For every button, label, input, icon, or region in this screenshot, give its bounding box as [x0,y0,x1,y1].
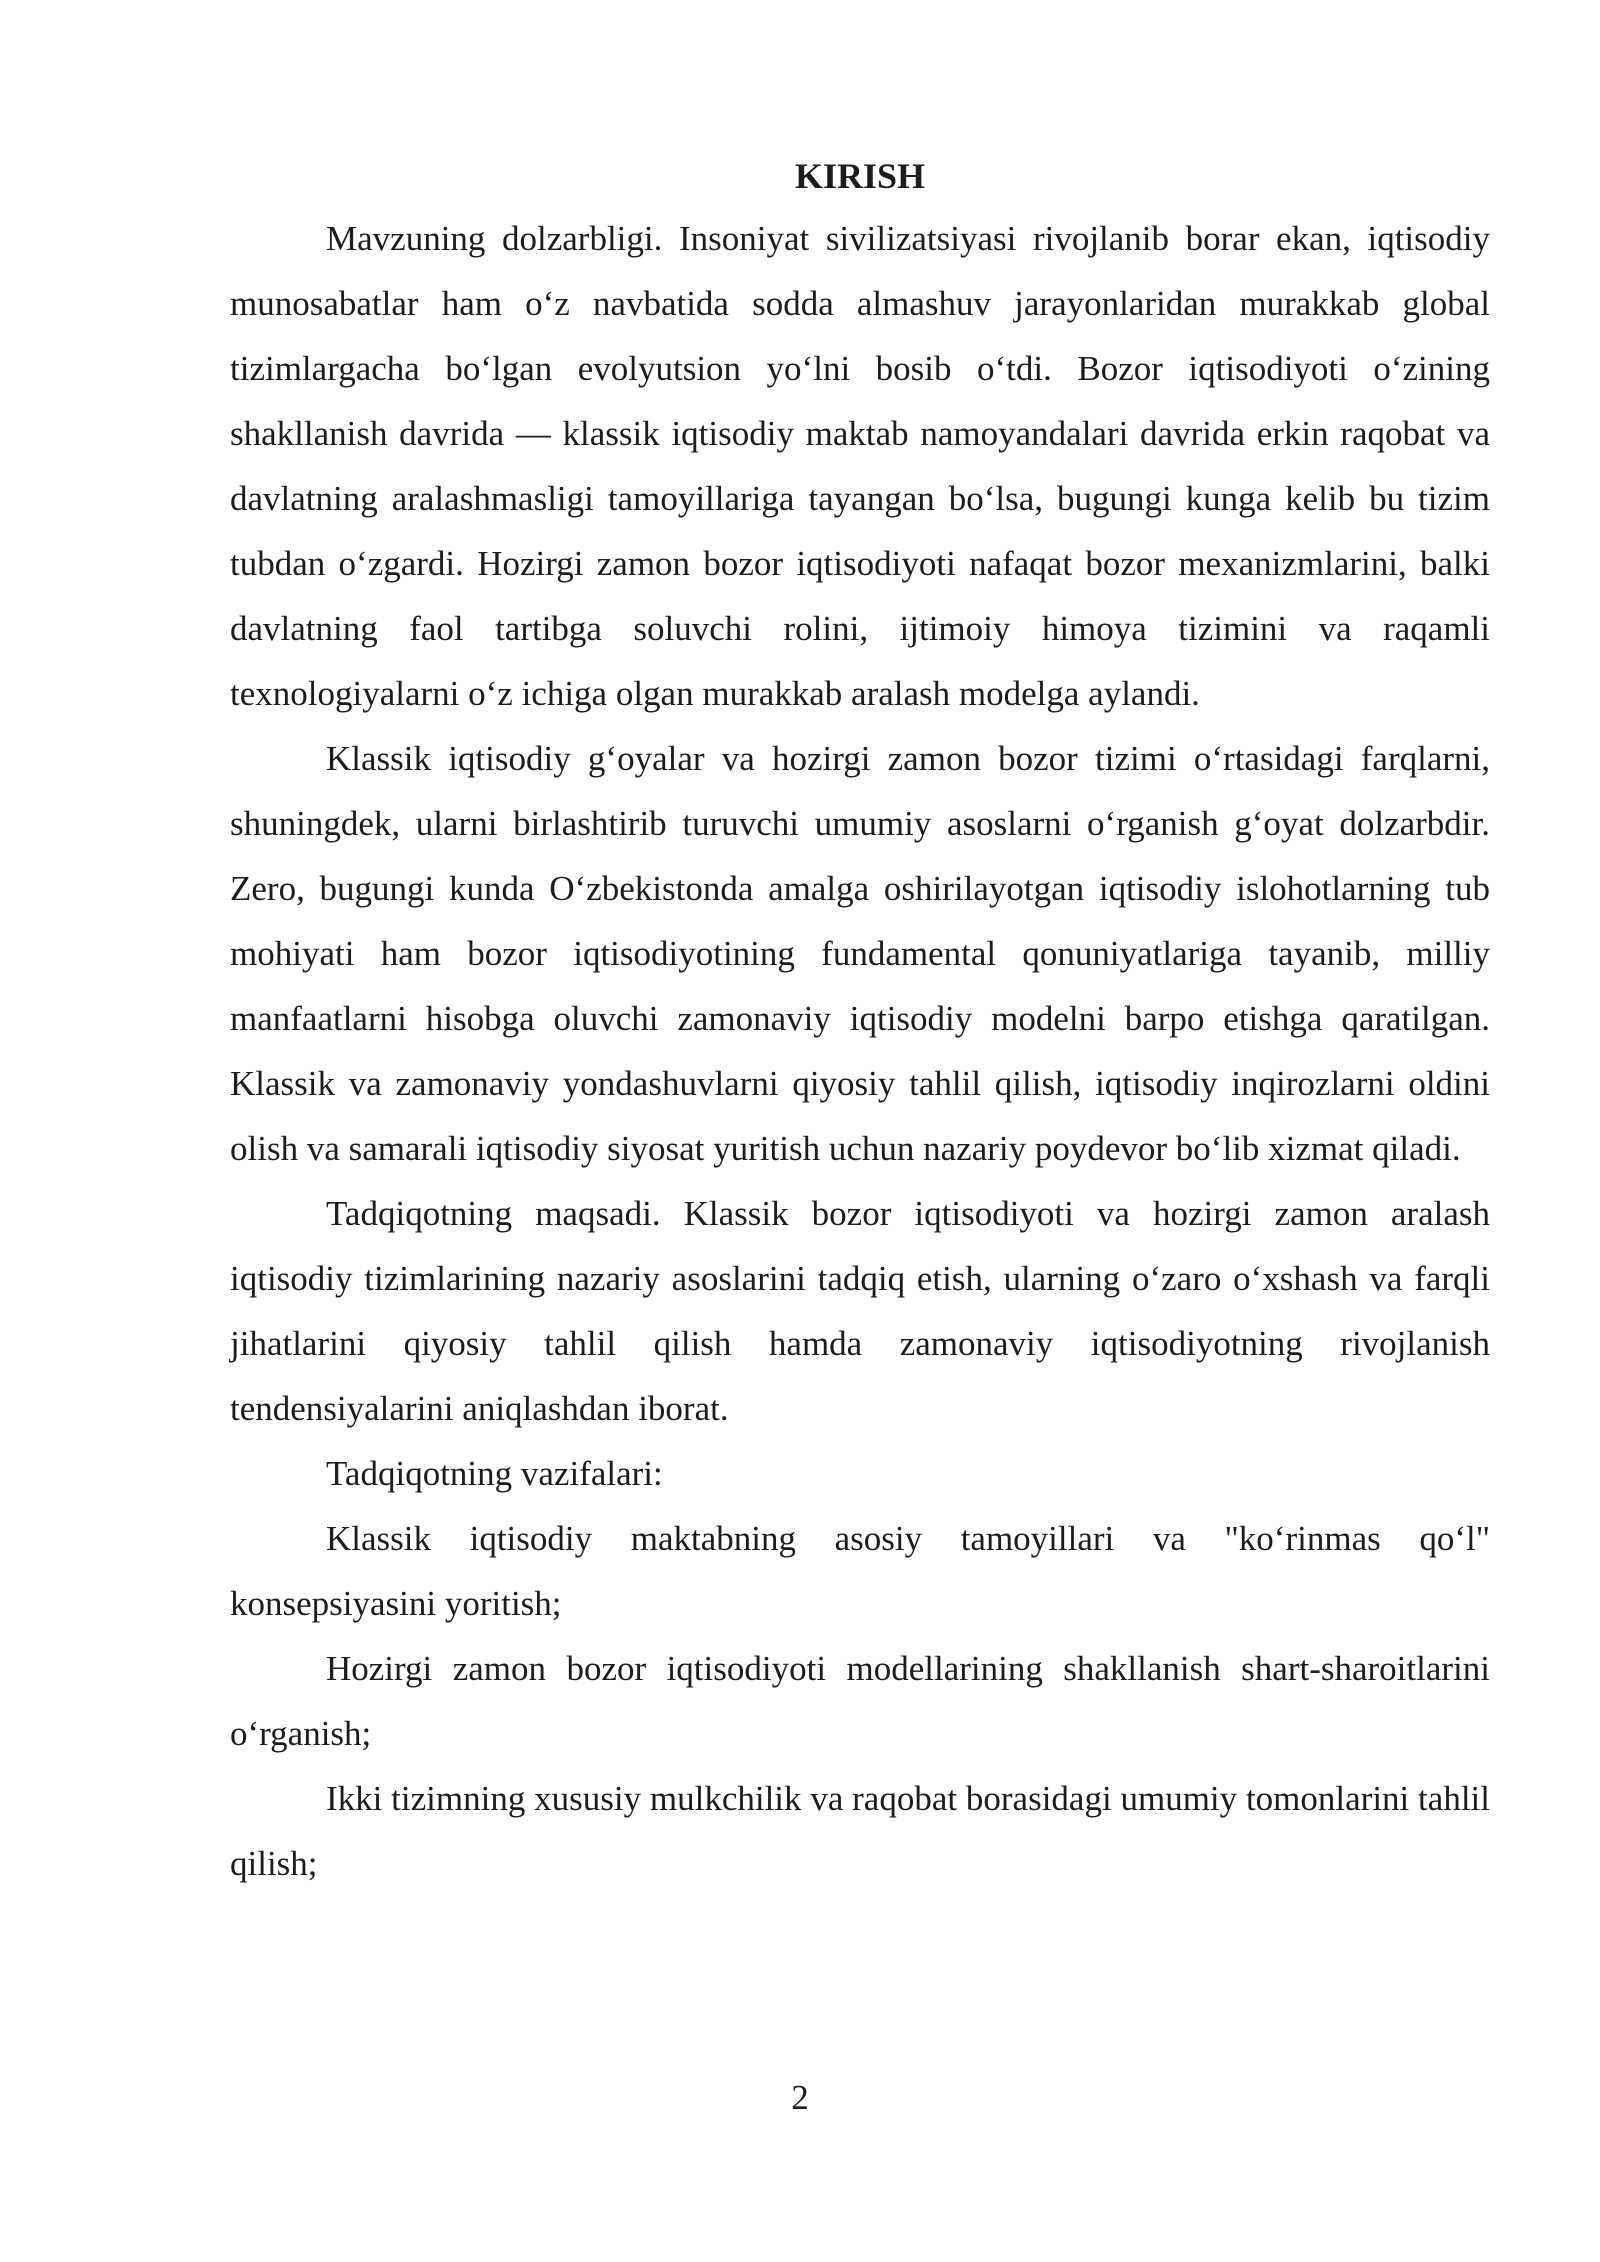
task-item: Hozirgi zamon bozor iqtisodiyoti modellarining shakllanish shart-sharoitlarini o‘rganish; [230,1649,1490,1753]
page-content [230,150,1490,1896]
paragraph-comparison: Klassik iqtisodiy g‘oyalar va hozirgi zamon bozor tizimi o‘rtasidagi farqlarni, shuningdek, ularni birlashtirib turuvchi umumiy asoslarni o‘rganish g‘oyat dolzarbdir. Zero, bugungi kunda O‘zbekistonda amalga oshirilayotgan iqtisodiy islohotlarning tub mohiyati ham bozor iqtisodiyotining fundamental qonuniyatlariga tayanib, milliy manfaatlarni hisobga oluvchi zamonaviy iqtisodiy modelni barpo etishga qaratilgan. Klassik va zamonaviy yondashuvlarni qiyosiy tahlil qilish, iqtisodiy inqirozlarni oldini olish va samarali iqtisodiy siyosat yuritish uchun nazariy poydevor bo‘lib xizmat qiladi. [230,739,1490,1168]
section-title: KIRISH [794,156,926,196]
paragraph-relevance: Mavzuning dolzarbligi. Insoniyat sivilizatsiyasi rivojlanib borar ekan, iqtisodiy munosabatlar ham o‘z navbatida sodda almashuv jarayonlaridan murakkab global tizimlargacha bo‘lgan evolyutsion yo‘lni bosib o‘tdi. Bozor iqtisodiyoti o‘zining shakllanish davrida — klassik iqtisodiy maktab namoyandalari davrida erkin raqobat va davlatning aralashmasligi tamoyillariga tayangan bo‘lsa, bugungi kunga kelib bu tizim tubdan o‘zgardi. Hozirgi zamon bozor iqtisodiyoti nafaqat bozor mexanizmlarini, balki davlatning faol tartibga soluvchi rolini, ijtimoiy himoya tizimini va raqamli texnologiyalarni o‘z ichiga olgan murakkab aralash modelga aylandi. [230,219,1490,713]
task-item: Ikki tizimning xususiy mulkchilik va raqobat borasidagi umumiy tomonlarini tahlil qilish; [230,1779,1490,1883]
paragraph-goal: Tadqiqotning maqsadi. Klassik bozor iqtisodiyoti va hozirgi zamon aralash iqtisodiy tizimlarining nazariy asoslarini tadqiq etish, ularning o‘zaro o‘xshash va farqli jihatlarini qiyosiy tahlil qilish hamda zamonaviy iqtisodiyotning rivojlanish tendensiyalarini aniqlashdan iborat. [230,1194,1490,1428]
task-item: Klassik iqtisodiy maktabning asosiy tamoyillari va "ko‘rinmas qo‘l" konsepsiyasini yoritish; [230,1519,1490,1623]
page-number: 2 [791,2078,809,2117]
paragraph-tasks-heading: Tadqiqotning vazifalari: [326,1454,663,1493]
